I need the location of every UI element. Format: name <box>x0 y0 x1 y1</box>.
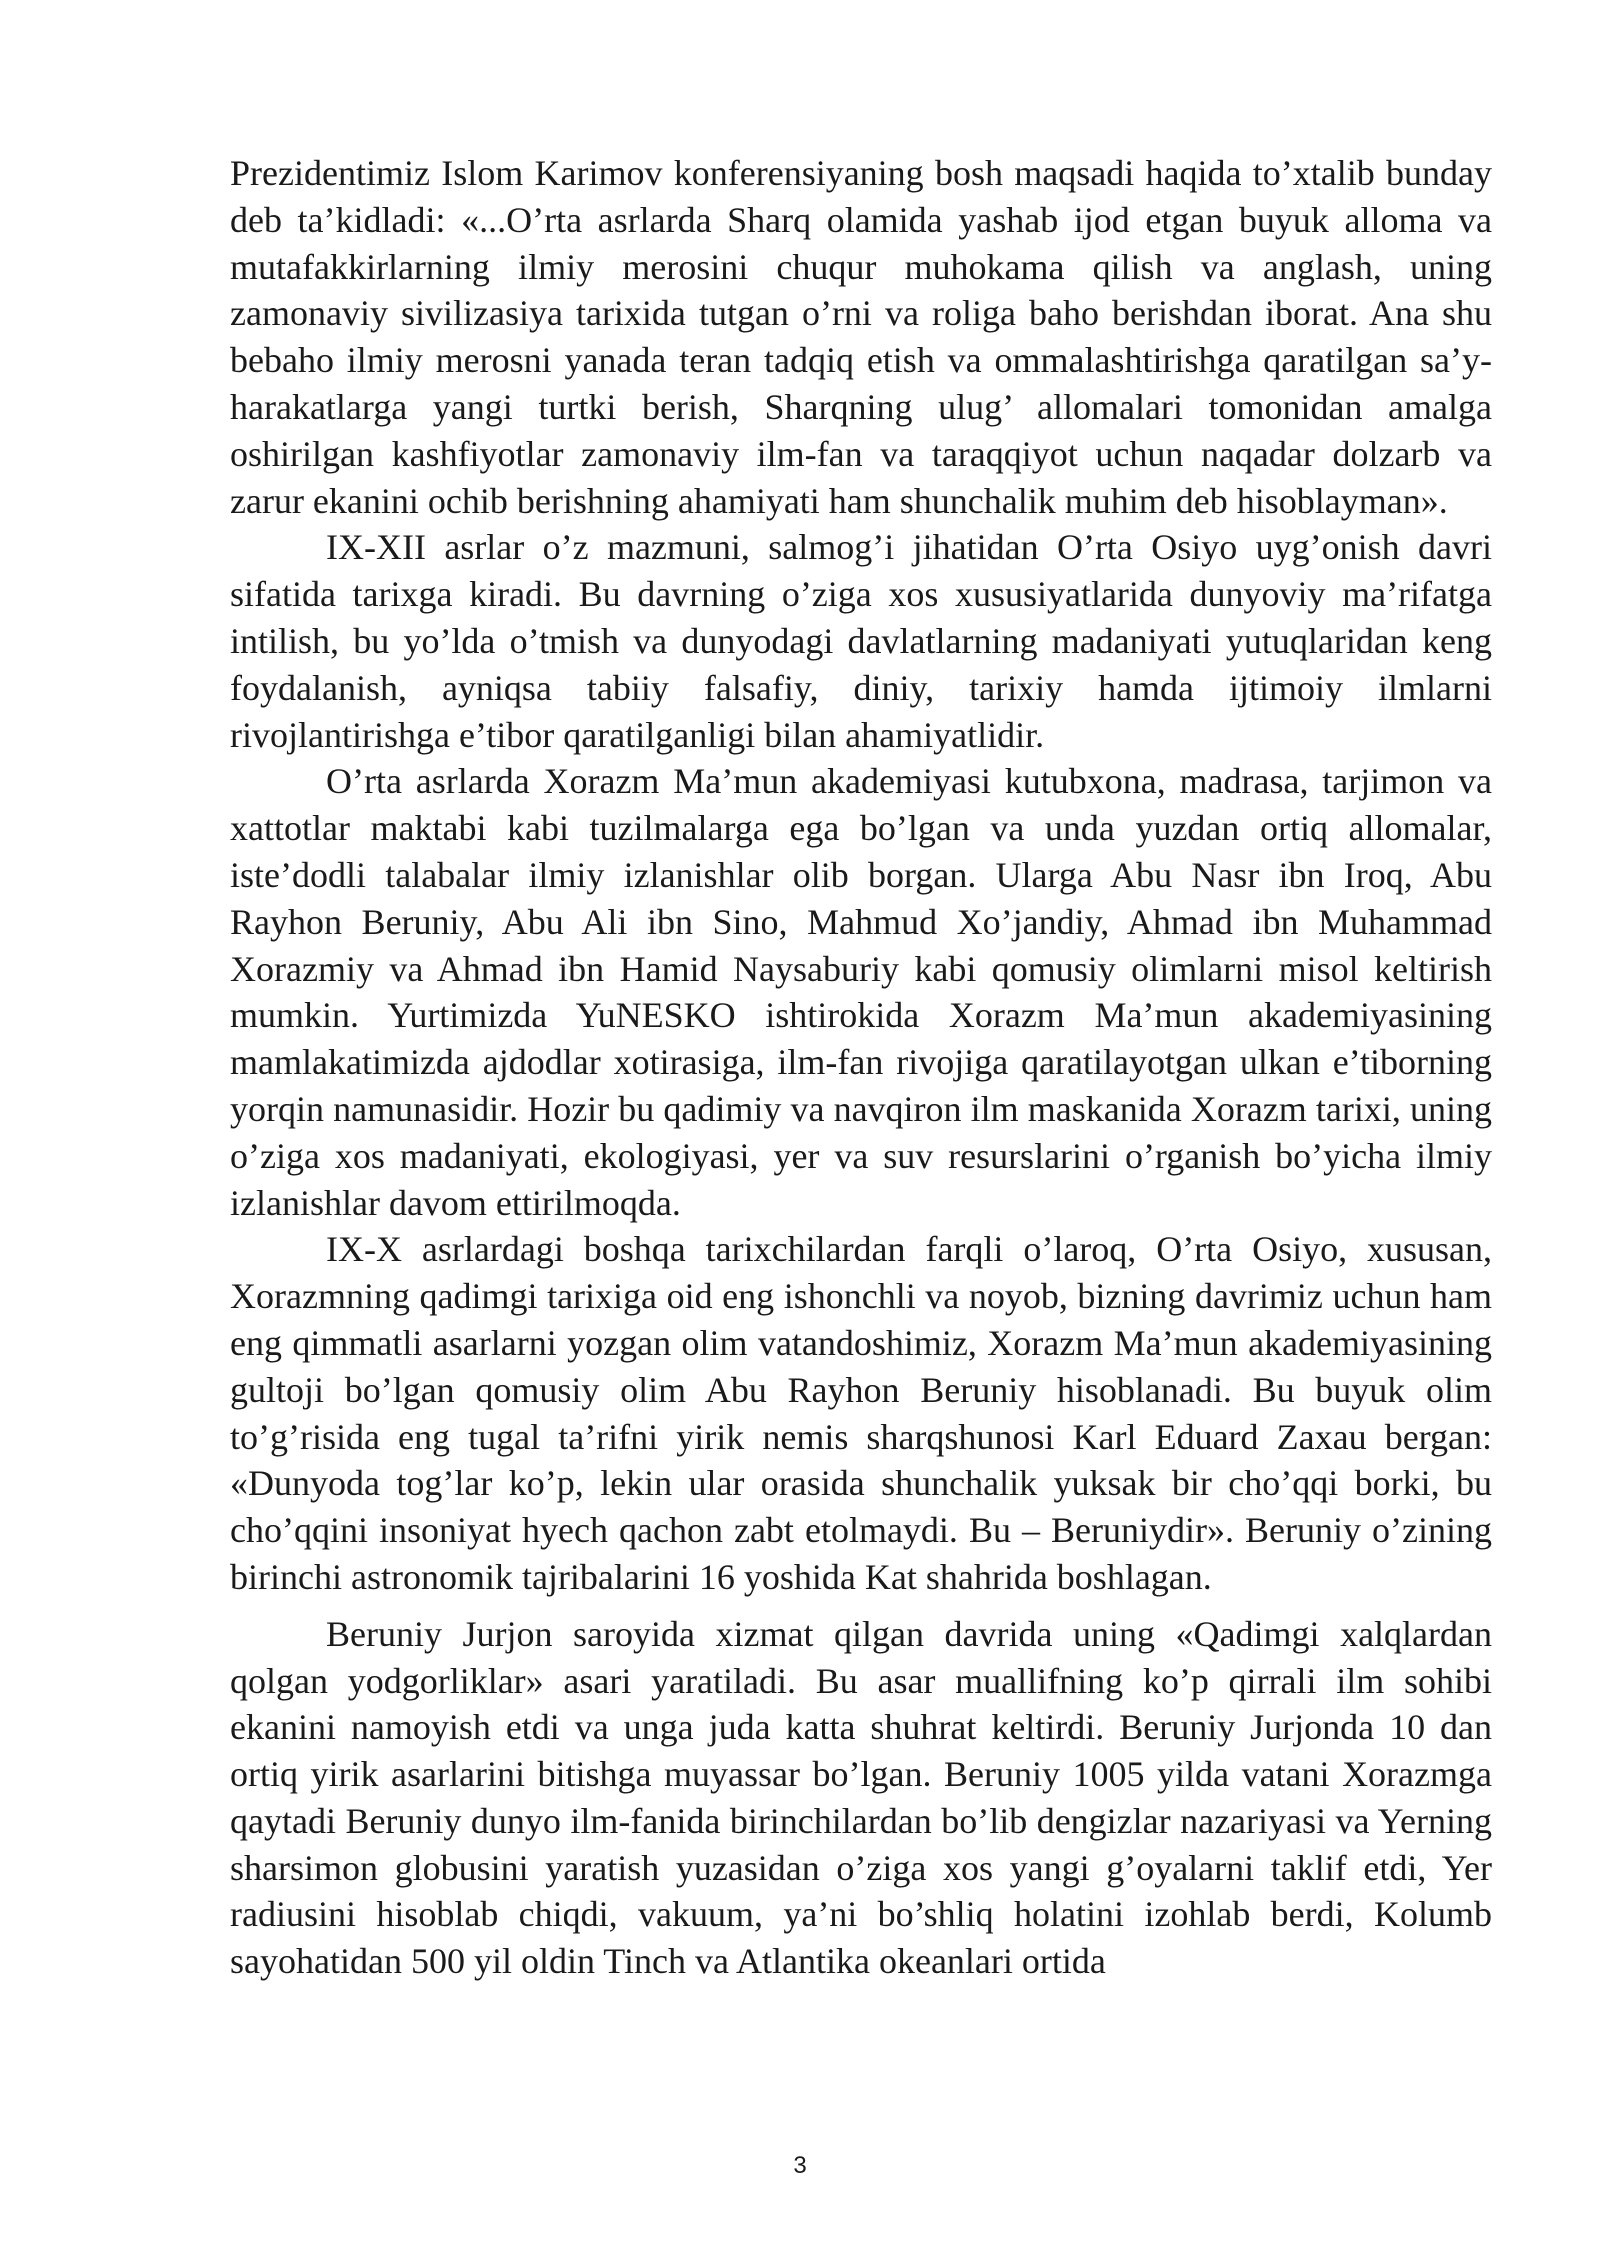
paragraph-4: IX-X asrlardagi boshqa tarixchilardan farqli o’laroq, O’rta Osiyo, xususan, Xorazmning qadimgi tarixiga oid eng ishonchli va noyob, bizning davrimiz uchun ham eng qimmatli asarlarni yozgan olim vatandoshimiz, Xorazm Ma’mun akademiyasining gultoji bo’lgan qomusiy olim Abu Rayhon Beruniy hisoblanadi. Bu buyuk olim to’g’risida eng tugal ta’rifni yirik nemis sharqshunosi Karl Eduard Zaxau bergan: «Dunyoda tog’lar ko’p, lekin ular orasida shunchalik yuksak bir cho’qqi borki, bu cho’qqini insoniyat hyech qachon zabt etolmaydi. Bu – Beruniydir». Beruniy o’zining birinchi astronomik tajribalarini 16 yoshida Kat shahrida boshlagan. <box>230 1229 1492 1597</box>
page-number: 3 <box>793 2152 807 2179</box>
paragraph-2: IX-XII asrlar o’z mazmuni, salmog’i jihatidan O’rta Osiyo uyg’onish davri sifatida tarixga kiradi. Bu davrning o’ziga xos xususiyatlarida dunyoviy ma’rifatga intilish, bu yo’lda o’tmish va dunyodagi davlatlarning madaniyati yutuqlaridan keng foydalanish, ayniqsa tabiiy falsafiy, diniy, tarixiy hamda ijtimoiy ilmlarni rivojlantirishga e’tibor qaratilganligi bilan ahamiyatlidir. <box>230 527 1492 755</box>
paragraph-5: Beruniy Jurjon saroyida xizmat qilgan davrida uning «Qadimgi xalqlardan qolgan yodgorliklar» asari yaratiladi. Bu asar muallifning ko’p qirrali ilm sohibi ekanini namoyish etdi va unga juda katta shuhrat keltirdi. Beruniy Jurjonda 10 dan ortiq yirik asarlarini bitishga muyassar bo’lgan. Beruniy 1005 yilda vatani Xorazmga qaytadi Beruniy dunyo ilm-fanida birinchilardan bo’lib dengizlar nazariyasi va Yerning sharsimon globusini yaratish yuzasidan o’ziga xos yangi g’oyalarni taklif etdi, Yer radiusini hisoblab chiqdi, vakuum, ya’ni bo’shliq holatini izohlab berdi, Kolumb sayohatidan 500 yil oldin Tinch va Atlantika okeanlari ortida <box>230 1613 1492 1982</box>
paragraph-3: O’rta asrlarda Xorazm Ma’mun akademiyasi kutubxona, madrasa, tarjimon va xattotlar maktabi kabi tuzilmalarga ega bo’lgan va unda yuzdan ortiq allomalar, iste’dodli talabalar ilmiy izlanishlar olib borgan. Ularga Abu Nasr ibn Iroq, Abu Rayhon Beruniy, Abu Ali ibn Sino, Mahmud Xo’jandiy, Ahmad ibn Muhammad Xorazmiy va Ahmad ibn Hamid Naysaburiy kabi qomusiy olimlarni misol keltirish mumkin. Yurtimizda YuNESKO ishtirokida Xorazm Ma’mun akademiyasining mamlakatimizda ajdodlar xotirasiga, ilm-fan rivojiga qaratilayotgan ulkan e’tiborning yorqin namunasidir. Hozir bu qadimiy va navqiron ilm maskanida Xorazm tarixi, uning o’ziga xos madaniyati, ekologiyasi, yer va suv resurslarini o’rganish bo’yicha ilmiy izlanishlar davom ettirilmoqda. <box>230 761 1492 1223</box>
paragraph-1: Prezidentimiz Islom Karimov konferensiyaning bosh maqsadi haqida to’xtalib bunday deb ta’kidladi: «...O’rta asrlarda Sharq olamida yashab ijod etgan buyuk alloma va mutafakkirlarning ilmiy merosini chuqur muhokama qilish va anglash, uning zamonaviy sivilizasiya tarixida tutgan o’rni va roliga baho berishdan iborat. Ana shu bebaho ilmiy merosni yanada teran tadqiq etish va ommalashtirishga qaratilgan sa’y-harakatlarga yangi turtki berish, Sharqning ulug’ allomalari tomonidan amalga oshirilgan kashfiyotlar zamonaviy ilm-fan va taraqqiyot uchun naqadar dolzarb va zarur ekanini ochib berishning ahamiyati ham shunchalik muhim deb hisoblayman». <box>230 153 1492 521</box>
document-body <box>230 150 1492 1985</box>
